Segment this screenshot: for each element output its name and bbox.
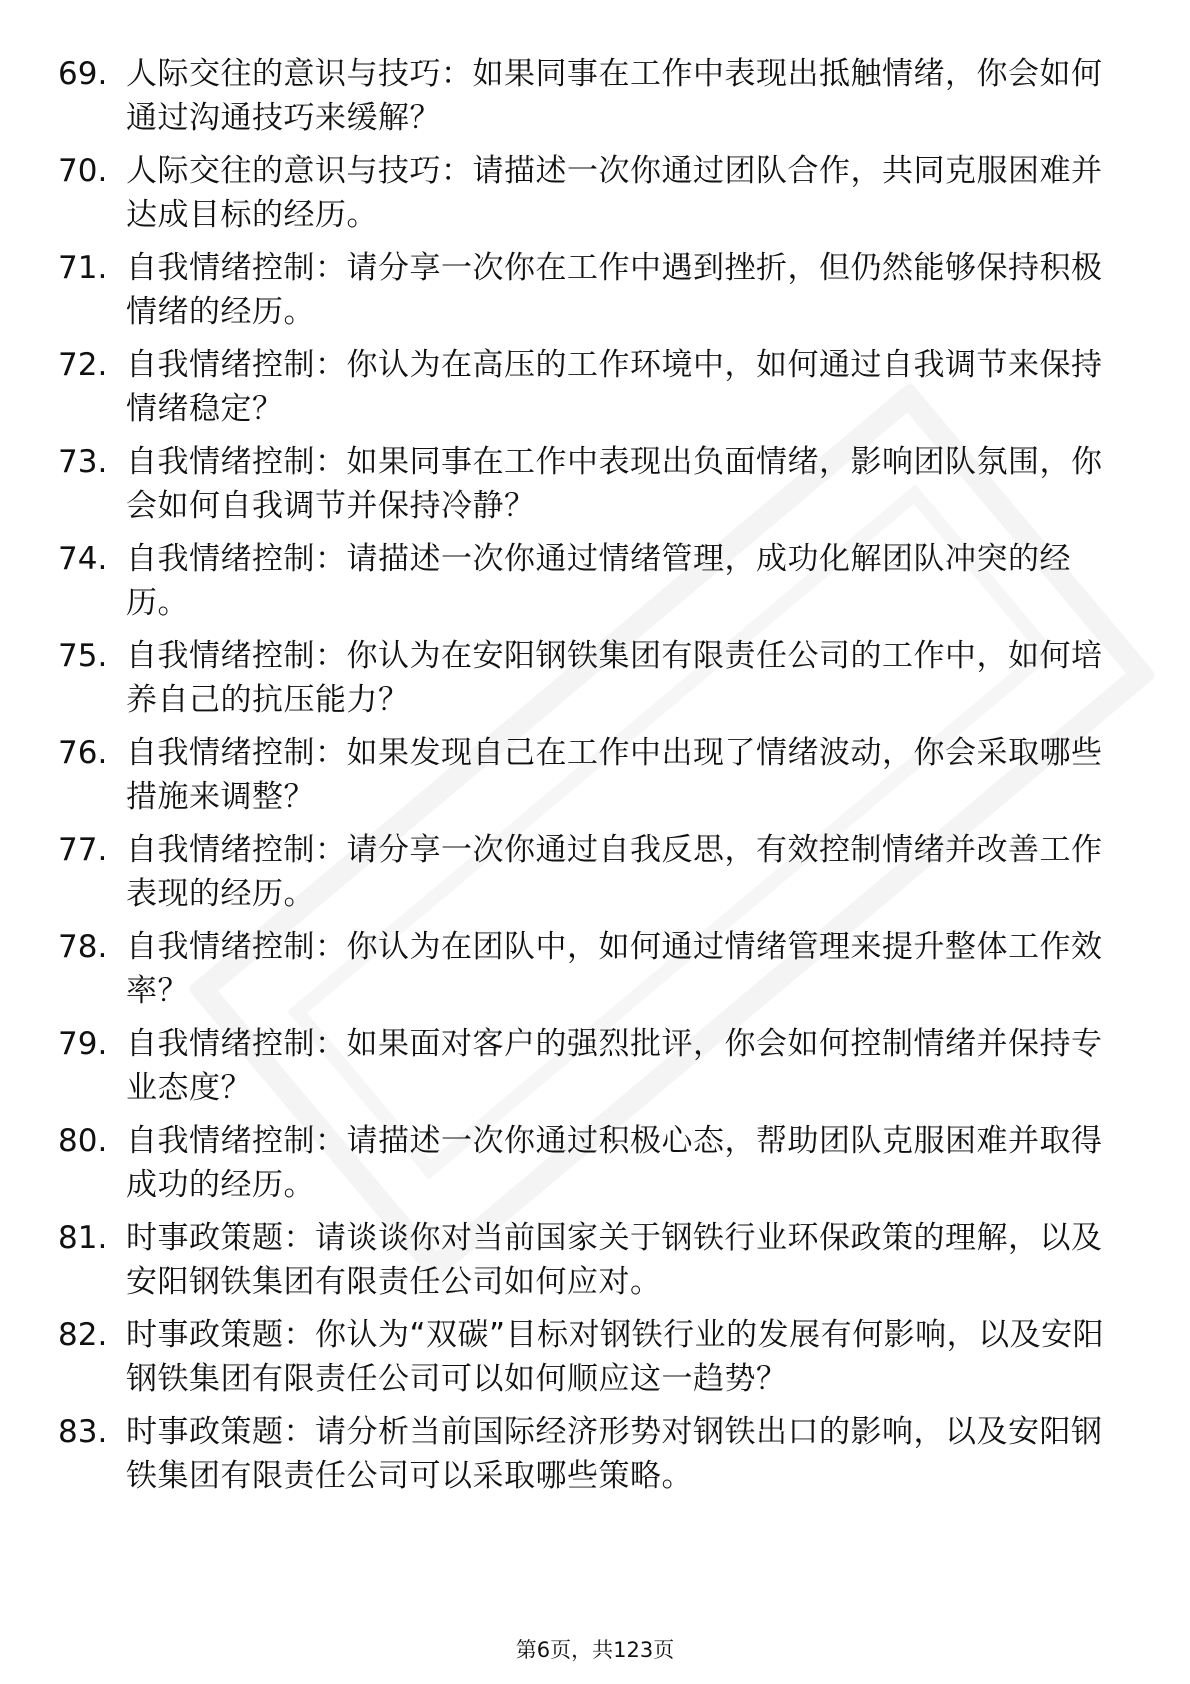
question-item — [0, 1410, 1190, 1507]
question-item — [0, 1022, 1190, 1119]
question-number: 83. — [58, 1414, 108, 1450]
question-number: 69. — [58, 56, 108, 92]
question-text: 自我情绪控制：你认为在高压的工作环境中，如何通过自我调节来保持情绪稳定？ — [126, 347, 1103, 427]
question-number: 76. — [58, 735, 108, 771]
question-item — [0, 537, 1190, 634]
question-item — [0, 828, 1190, 925]
question-text: 自我情绪控制：请分享一次你在工作中遇到挫折，但仍然能够保持积极情绪的经历。 — [126, 250, 1103, 330]
question-text: 自我情绪控制：你认为在安阳钢铁集团有限责任公司的工作中，如何培养自己的抗压能力？ — [126, 638, 1103, 718]
question-number: 80. — [58, 1123, 108, 1159]
question-text: 自我情绪控制：如果面对客户的强烈批评，你会如何控制情绪并保持专业态度？ — [126, 1026, 1103, 1106]
question-number: 71. — [58, 250, 108, 286]
question-text: 时事政策题：你认为“双碳”目标对钢铁行业的发展有何影响，以及安阳钢铁集团有限责任公司可以如何顺应这一趋势？ — [126, 1317, 1105, 1397]
question-number: 79. — [58, 1026, 108, 1062]
question-number: 82. — [58, 1317, 108, 1353]
question-text: 自我情绪控制：请分享一次你通过自我反思，有效控制情绪并改善工作表现的经历。 — [126, 832, 1103, 912]
question-number: 72. — [58, 347, 108, 383]
question-text: 自我情绪控制：你认为在团队中，如何通过情绪管理来提升整体工作效率？ — [126, 929, 1103, 1009]
question-item — [0, 1216, 1190, 1313]
question-text: 人际交往的意识与技巧：请描述一次你通过团队合作，共同克服困难并达成目标的经历。 — [126, 153, 1103, 233]
question-item — [0, 634, 1190, 731]
question-text: 自我情绪控制：如果发现自己在工作中出现了情绪波动，你会采取哪些措施来调整？ — [126, 735, 1103, 815]
question-text: 自我情绪控制：如果同事在工作中表现出负面情绪，影响团队氛围，你会如何自我调节并保持冷静？ — [126, 444, 1103, 524]
question-list — [0, 52, 1190, 1507]
question-number: 77. — [58, 832, 108, 868]
question-text: 自我情绪控制：请描述一次你通过积极心态，帮助团队克服困难并取得成功的经历。 — [126, 1123, 1103, 1203]
question-item — [0, 440, 1190, 537]
question-number: 73. — [58, 444, 108, 480]
question-text: 自我情绪控制：请描述一次你通过情绪管理，成功化解团队冲突的经历。 — [126, 541, 1071, 621]
question-item — [0, 149, 1190, 246]
question-text: 时事政策题：请分析当前国际经济形势对钢铁出口的影响，以及安阳钢铁集团有限责任公司可以采取哪些策略。 — [126, 1414, 1103, 1494]
question-number: 75. — [58, 638, 108, 674]
question-item — [0, 1119, 1190, 1216]
question-item — [0, 925, 1190, 1022]
question-number: 74. — [58, 541, 108, 577]
question-item — [0, 1313, 1190, 1410]
question-text: 人际交往的意识与技巧：如果同事在工作中表现出抵触情绪，你会如何通过沟通技巧来缓解？ — [126, 56, 1103, 136]
question-number: 78. — [58, 929, 108, 965]
question-item — [0, 343, 1190, 440]
question-item — [0, 246, 1190, 343]
question-number: 70. — [58, 153, 108, 189]
question-item — [0, 731, 1190, 828]
question-text: 时事政策题：请谈谈你对当前国家关于钢铁行业环保政策的理解，以及安阳钢铁集团有限责任公司如何应对。 — [126, 1220, 1103, 1300]
question-number: 81. — [58, 1220, 108, 1256]
page-number-footer: 第6页，共123页 — [515, 1638, 675, 1662]
question-item — [0, 52, 1190, 149]
